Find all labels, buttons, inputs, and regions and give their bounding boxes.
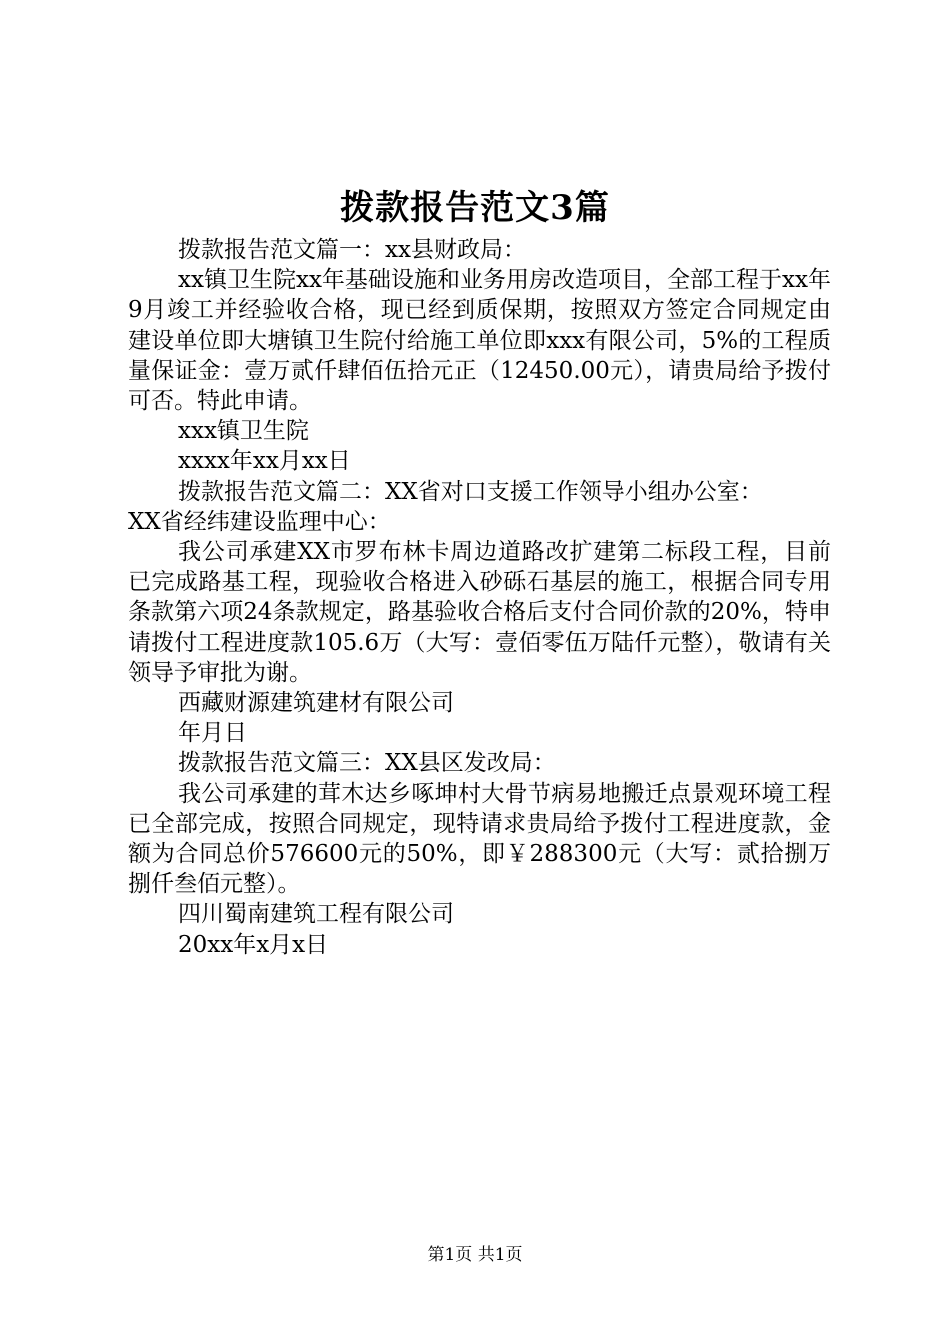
paragraph-1-signature: xxx镇卫生院 <box>178 418 309 445</box>
paragraph-1-date: xxxx年xx月xx日 <box>178 448 351 475</box>
paragraph-1-heading: 拨款报告范文篇一：xx县财政局： <box>178 237 526 263</box>
paragraph-2-recipient: XX省经纬建设监理中心： <box>128 508 391 535</box>
paragraph-3-content: 我公司承建的茸木达乡啄坤村大骨节病易地搬迁点景观环境工程已全部完成，按照合同规定，现特请求贵局给予拨付工程进度款，金额为合同总价576600元的50%，即￥288300元（大写：贰拾捌万捌仟叁佰元整）。 <box>128 780 831 898</box>
paragraph-2-signature: 西藏财源建筑建材有限公司 <box>178 690 454 717</box>
paragraph-2-heading: 拨款报告范文篇二：XX省对口支援工作领导小组办公室： <box>178 478 763 505</box>
paragraph-3-signature: 四川蜀南建筑工程有限公司 <box>178 901 454 928</box>
paragraph-2-date: 年月日 <box>178 720 247 747</box>
paragraph-2-content: 我公司承建XX市罗布林卡周边道路改扩建第二标段工程，目前已完成路基工程，现验收合格进入砂砾石基层的施工，根据合同专用条款第六项24条款规定，路基验收合格后支付合同价款的20%，特申请拨付工程进度款105.6万（大写：壹佰零伍万陆仟元整），敬请有关领导予审批为谢。 <box>128 539 831 686</box>
document-title: 拨款报告范文3篇 <box>340 188 610 228</box>
document-body <box>128 235 831 960</box>
paragraph-3-heading: 拨款报告范文篇三：XX县区发改局： <box>178 750 556 777</box>
paragraph-3-date: 20xx年x月x日 <box>178 931 329 958</box>
paragraph-1-content: xx镇卫生院xx年基础设施和业务用房改造项目，全部工程于xx年9月竣工并经验收合格，现已经到质保期，按照双方签定合同规定由建设单位即大塘镇卫生院付给施工单位即xxx有限公司，5%的工程质量保证金：壹万贰仟肆佰伍拾元正（12450.00元），请贵局给予拨付可否。特此申请。 <box>128 267 831 415</box>
page-footer: 第1页 共1页 <box>427 1245 523 1265</box>
